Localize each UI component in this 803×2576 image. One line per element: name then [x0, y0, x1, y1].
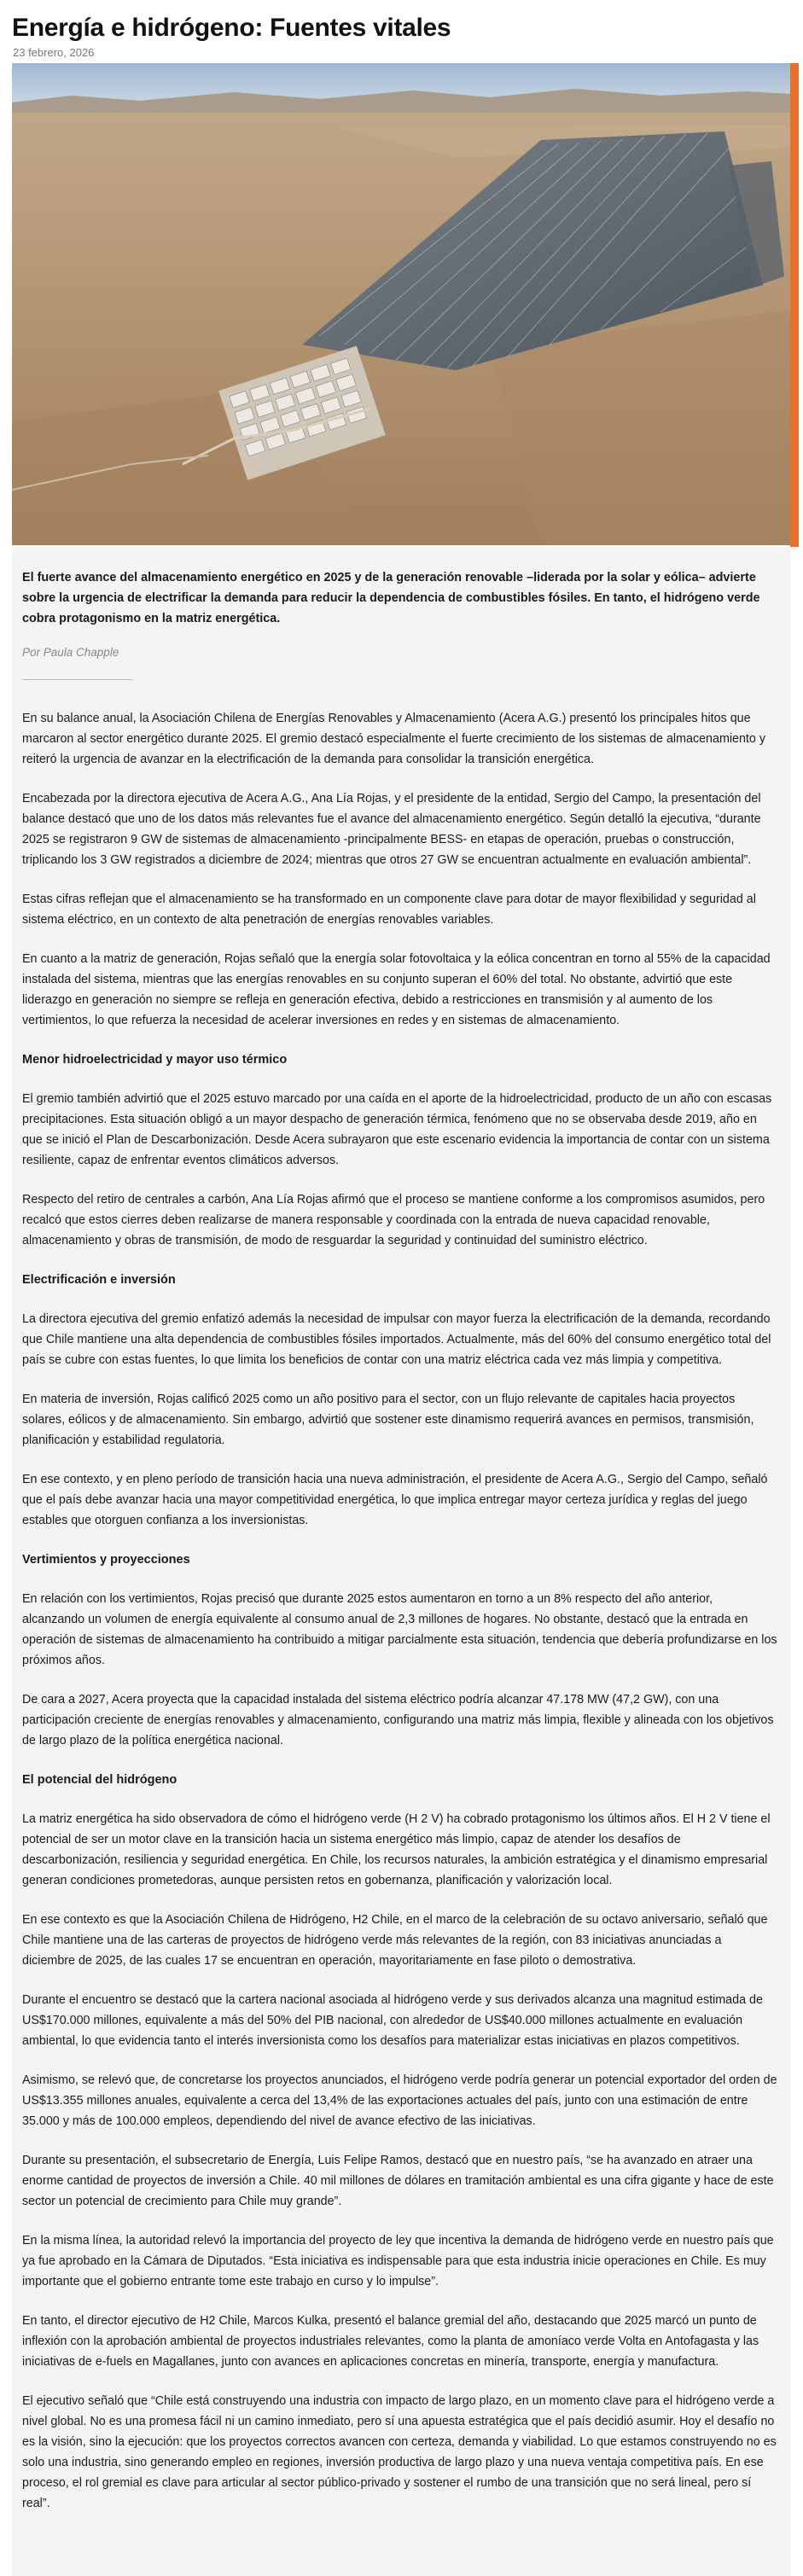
paragraph: Asimismo, se relevó que, de concretarse los proyectos anunciados, el hidrógeno verde podría generar un potencial exportador del orden de US$13.355 millones anuales, equivalente a cerca del 13,4% de las exportaciones actuales del país, junto con una estimación de entre 35.000 y más de 100.000 empleos, dependiendo del nivel de avance efectivo de las iniciativas.: [22, 2073, 777, 2128]
paragraph: En materia de inversión, Rojas calificó 2025 como un año positivo para el sector, con un flujo relevante de capitales hacia proyectos solares, eólicos y de almacenamiento. Sin embargo, advirtió que sostener este dinamismo requerirá avances en permisos, transmisión, planificación y estabilidad regulatoria.: [22, 1393, 754, 1447]
article-body: [22, 708, 777, 2532]
paragraph: Estas cifras reflejan que el almacenamiento se ha transformado en un componente clave para dotar de mayor flexibilidad y seguridad al sistema eléctrico, en un contexto de alta penetración de energías renovables variables.: [22, 893, 756, 927]
section-heading: El potencial del hidrógeno: [22, 1773, 177, 1787]
paragraph: La directora ejecutiva del gremio enfatizó además la necesidad de impulsar con mayor fuerza la electrificación de la demanda, recordando que Chile mantiene una alta dependencia de combustibles fósiles importados. Actualmente, más del 60% del consumo energético total del país se cubre con estas fuentes, lo que limita los beneficios de contar con una matriz eléctrica cada vez más limpia y competitiva.: [22, 1312, 771, 1367]
paragraph: De cara a 2027, Acera proyecta que la capacidad instalada del sistema eléctrico podría alcanzar 47.178 MW (47,2 GW), con una participación creciente de energías renovables y almacenamiento, configurando una matriz más limpia, flexible y alineada con los objetivos de largo plazo de la política energética nacional.: [22, 1693, 774, 1747]
paragraph: El ejecutivo señaló que “Chile está construyendo una industria con impacto de largo plazo, en un momento clave para el hidrógeno verde a nivel global. No es una promesa fácil ni un camino inmediato, pero sí una apuesta estratégica que el país decidió asumir. Hoy el desafío no es la visión, sino la ejecución: que los proyectos correctos avancen con certeza, demanda y viabilidad. Lo que estamos construyendo no es solo una industria, sino generando empleo en regiones, inversión productiva de largo plazo y una nueva ventaja competitiva país. En ese proceso, el rol gremial es clave para articular al sector público-privado y sostener el rumbo de una transición que no será lineal, pero sí real”.: [22, 2394, 777, 2510]
article-content: [12, 547, 790, 2576]
paragraph: La matriz energética ha sido observadora de cómo el hidrógeno verde (H 2 V) ha cobrado protagonismo los últimos años. El H 2 V tiene el potencial de ser un motor clave en la transición hacia un sistema energético más limpio, capaz de atender los desafíos de descarbonización, resiliencia y seguridad energética. En Chile, los recursos naturales, la ambición estratégica y el dinamismo empresarial generan condiciones prometedoras, aunque persisten retos en gobernanza, planificación y valorización local.: [22, 1812, 771, 1887]
author-divider: [22, 679, 133, 680]
hero-image: [12, 63, 790, 545]
paragraph: Encabezada por la directora ejecutiva de Acera A.G., Ana Lía Rojas, y el presidente de la entidad, Sergio del Campo, la presentación del balance destacó que uno de los datos más relevantes fue el avance del almacenamiento energético. Según detalló la ejecutiva, “durante 2025 se registraron 9 GW de sistemas de almacenamiento -principalmente BESS- en etapas de operación, pruebas o construcción, triplicando los 3 GW registrados a diciembre de 2024; mientras que otros 27 GW se encuentran actualmente en evaluación ambiental”.: [22, 792, 761, 867]
paragraph: Durante el encuentro se destacó que la cartera nacional asociada al hidrógeno verde y sus derivados alcanza una magnitud estimada de US$170.000 millones, equivalente a más del 50% del PIB nacional, con alrededor de US$40.000 millones actualmente en evaluación ambiental, lo que evidencia tanto el interés inversionista como los desafíos para materializar estas iniciativas en plazos competitivos.: [22, 1993, 763, 2048]
article-author: Por Paula Chapple: [22, 646, 119, 659]
section-heading: Electrificación e inversión: [22, 1273, 176, 1287]
paragraph: En tanto, el director ejecutivo de H2 Chile, Marcos Kulka, presentó el balance gremial del año, destacando que 2025 marcó un punto de inflexión con la aprobación ambiental de proyectos industriales relevantes, como la planta de amoníaco verde Volta en Antofagasta y las iniciativas de e-fuels en Magallanes, junto con avances en aplicaciones concretas en minería, transporte, energía y manufactura.: [22, 2314, 759, 2369]
paragraph: En cuanto a la matriz de generación, Rojas señaló que la energía solar fotovoltaica y la eólica concentran en torno al 55% de la capacidad instalada del sistema, mientras que las energías renovables en su conjunto superan el 60% del total. No obstante, advirtió que este liderazgo en generación no siempre se refleja en generación efectiva, debido a restricciones en transmisión y al aumento de los vertimientos, lo que refuerza la necesidad de acelerar inversiones en redes y en sistemas de almacenamiento.: [22, 952, 771, 1027]
paragraph: El gremio también advirtió que el 2025 estuvo marcado por una caída en el aporte de la hidroelectricidad, producto de un año con escasas precipitaciones. Esta situación obligó a un mayor despacho de generación térmica, fenómeno que no se observaba desde 2019, año en que se inició el Plan de Descarbonización. Desde Acera subrayaron que este escenario evidencia la importancia de contar con un sistema resiliente, capaz de enfrentar eventos climáticos adversos.: [22, 1092, 772, 1167]
paragraph: Durante su presentación, el subsecretario de Energía, Luis Felipe Ramos, destacó que en nuestro país, “se ha avanzado en atraer una enorme cantidad de proyectos de inversión a Chile. 40 mil millones de dólares en tramitación ambiental es una cifra gigante y hace de este sector un potencial de crecimiento para Chile muy grande”.: [22, 2154, 774, 2208]
article-date: 23 febrero, 2026: [13, 46, 95, 59]
paragraph: En su balance anual, la Asociación Chilena de Energías Renovables y Almacenamiento (Acera A.G.) presentó los principales hitos que marcaron al sector energético durante 2025. El gremio destacó especialmente el fuerte crecimiento de los sistemas de almacenamiento y reiteró la urgencia de avanzar en la electrificación de la demanda para consolidar la transición energética.: [22, 712, 765, 766]
paragraph: En la misma línea, la autoridad relevó la importancia del proyecto de ley que incentiva la demanda de hidrógeno verde en nuestro país que ya fue aprobado en la Cámara de Diputados. “Esta iniciativa es indispensable para que esta industria inicie operaciones en Chile. Es muy importante que el gobierno entrante tome este trabajo en curso y lo impulse”.: [22, 2234, 774, 2288]
article-lead: El fuerte avance del almacenamiento energético en 2025 y de la generación renovable –liderada por la solar y eólica– advierte sobre la urgencia de electrificar la demanda para reducir la dependencia de combustibles fósiles. En tanto, el hidrógeno verde cobra protagonismo en la matriz energética.: [22, 571, 760, 625]
paragraph: En ese contexto, y en pleno período de transición hacia una nueva administración, el presidente de Acera A.G., Sergio del Campo, señaló que el país debe avanzar hacia una mayor competitividad energética, lo que implica entregar mayor certeza jurídica y reglas del juego estables que otorguen confianza a los inversionistas.: [22, 1473, 768, 1527]
paragraph: En ese contexto es que la Asociación Chilena de Hidrógeno, H2 Chile, en el marco de la celebración de su octavo aniversario, señaló que Chile mantiene una de las carteras de proyectos de hidrógeno verde más relevantes de la región, con 83 iniciativas anunciadas a diciembre de 2025, de las cuales 17 se encuentran en operación, mayoritariamente en fase piloto o demostrativa.: [22, 1913, 768, 1968]
paragraph: Respecto del retiro de centrales a carbón, Ana Lía Rojas afirmó que el proceso se mantiene conforme a los compromisos asumidos, pero recalcó que estos cierres deben realizarse de manera responsable y coordinada con la entrada de nueva capacidad renovable, almacenamiento y obras de transmisión, de modo de resguardar la seguridad y continuidad del suministro eléctrico.: [22, 1193, 765, 1247]
paragraph: En relación con los vertimientos, Rojas precisó que durante 2025 estos aumentaron en torno a un 8% respecto del año anterior, alcanzando un volumen de energía equivalente al consumo anual de 2,3 millones de hogares. No obstante, destacó que la entrada en operación de sistemas de almacenamiento ha contribuido a mitigar parcialmente esta situación, tendencia que debería profundizarse en los próximos años.: [22, 1592, 777, 1667]
solar-plant-desert-photo-icon: [12, 63, 790, 545]
section-heading: Vertimientos y proyecciones: [22, 1553, 190, 1567]
accent-bar: [790, 63, 799, 547]
section-heading: Menor hidroelectricidad y mayor uso térmico: [22, 1053, 288, 1067]
article-title: Energía e hidrógeno: Fuentes vitales: [12, 14, 451, 42]
